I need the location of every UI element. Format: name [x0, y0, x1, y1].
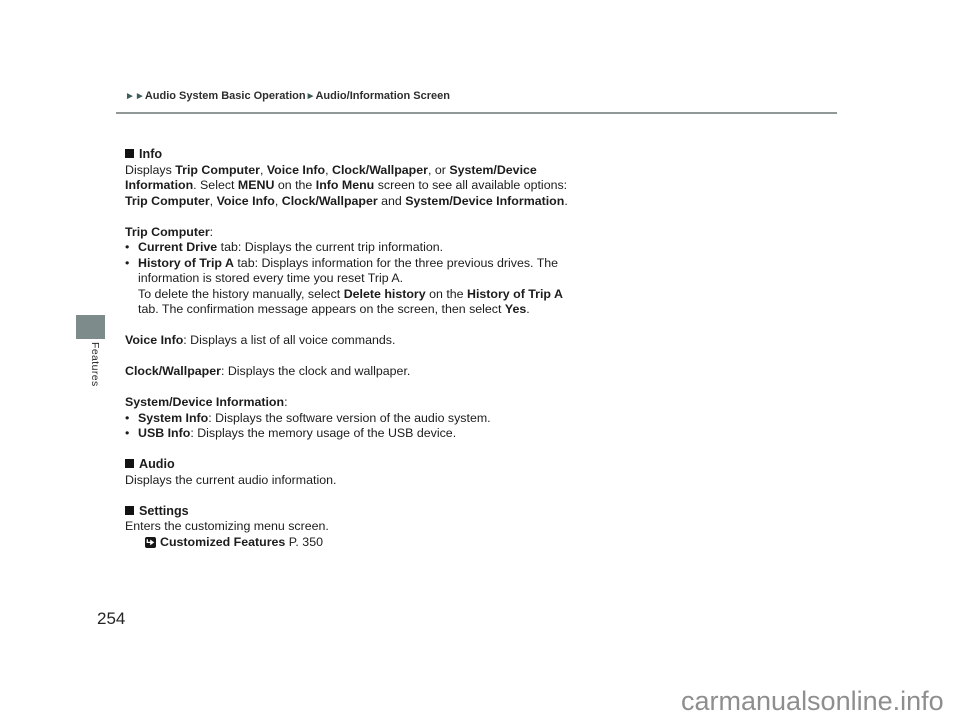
body-text: . [564, 193, 568, 208]
bold-text: Voice Info [216, 193, 275, 208]
bullet-marker: • [125, 410, 130, 425]
breadcrumb-arrow-icon: ► [305, 91, 315, 102]
blank-line [125, 488, 577, 504]
blank-line [125, 349, 577, 365]
bold-text: System Info [138, 410, 209, 425]
section-heading-audio [125, 457, 577, 473]
body-text: To delete the history manually, select [138, 286, 344, 301]
blank-line [125, 380, 577, 396]
body-text: Enters the customizing menu screen. [125, 519, 329, 533]
bold-text: Current Drive [138, 240, 218, 254]
section-heading-info [125, 147, 577, 163]
blank-line [125, 442, 577, 458]
body-text: screen to see all available options: [374, 178, 568, 192]
breadcrumb-arrow-icon: ► [134, 91, 144, 102]
paragraph [125, 225, 577, 241]
bullet-marker: • [125, 240, 130, 254]
section-heading-label: Info [139, 147, 163, 161]
bold-text: Trip Computer [175, 162, 260, 177]
reference-text [160, 535, 323, 551]
body-text: and [377, 193, 406, 208]
bold-text: History of Trip A [138, 255, 234, 270]
bold-text: Voice Info [125, 333, 184, 347]
body-text: on the [274, 178, 316, 192]
bold-text: Info Menu [315, 178, 375, 192]
bold-text: History of Trip A [467, 286, 563, 301]
bold-text: System/Device Information [405, 193, 565, 208]
chapter-tab [76, 315, 105, 339]
body-text: : Displays the software version of the audio system. [208, 410, 491, 425]
bold-text: MENU [237, 178, 275, 192]
bullet-text [138, 256, 577, 318]
body-text: on the [425, 286, 467, 301]
paragraph [125, 519, 577, 535]
bold-text: System/Device Information [125, 395, 285, 409]
breadcrumb-arrow-icon: ► [125, 91, 134, 102]
body-text: tab: Displays information for the three previous drives. The information is stored every time you reset Trip A. [138, 255, 559, 285]
bold-text: Yes [504, 302, 527, 316]
paragraph [125, 333, 577, 349]
bullet-marker: • [125, 426, 130, 440]
blank-line [125, 318, 577, 334]
body-text: Displays the current audio information. [125, 472, 337, 487]
breadcrumb-part1: Audio System Basic Operation [144, 90, 306, 102]
bold-text: Trip Computer [125, 193, 210, 208]
body-text: : [284, 395, 288, 409]
body-text: , [209, 193, 217, 208]
paragraph [125, 395, 577, 411]
bold-text: Clock/Wallpaper [125, 364, 221, 378]
bold-text: System/Device Information [125, 162, 537, 192]
bold-text: Delete history [343, 286, 426, 301]
body-text: tab: Displays the current trip information. [217, 240, 444, 254]
paragraph [125, 163, 577, 210]
bullet-marker: • [125, 255, 130, 270]
bold-text: Voice Info [266, 162, 326, 177]
page-number: 254 [97, 609, 126, 628]
body-text: , [259, 162, 267, 177]
body-text: , [274, 193, 282, 208]
breadcrumb-part2: Audio/Information Screen [315, 90, 450, 102]
paragraph [125, 473, 577, 489]
bold-text: Trip Computer [125, 224, 210, 239]
body-text: P. 350 [285, 534, 323, 549]
bullet-text [138, 240, 577, 256]
watermark-text: carmanualsonline.info [681, 686, 944, 716]
breadcrumb [125, 90, 450, 102]
body-text: Displays [125, 162, 176, 177]
body-text: : Displays the clock and wallpaper. [220, 364, 411, 378]
bullet-item [125, 411, 577, 427]
section-heading-settings [125, 504, 577, 520]
chapter-tab-label: Features [89, 342, 101, 387]
body-text: : Displays the memory usage of the USB device. [190, 426, 457, 440]
bullet-item [125, 256, 577, 318]
section-square-icon [125, 506, 134, 515]
section-square-icon [125, 149, 134, 158]
bullet-item [125, 426, 577, 442]
section-heading-label: Audio [139, 457, 175, 471]
body-text: tab. The confirmation message appears on the screen, then select [138, 302, 505, 316]
blank-line [125, 209, 577, 225]
bullet-item [125, 240, 577, 256]
bold-text: Clock/Wallpaper [281, 193, 378, 208]
body-text: , [325, 162, 333, 177]
body-text: . [526, 302, 530, 316]
header-divider [116, 112, 837, 114]
cross-reference [145, 535, 577, 551]
body-text: : Displays a list of all voice commands. [183, 333, 396, 347]
bullet-text [138, 426, 577, 442]
bold-text: Customized Features [160, 534, 286, 549]
content-column [125, 147, 577, 550]
body-text: . Select [193, 178, 238, 192]
body-text: , or [427, 162, 450, 177]
bullet-text [138, 411, 577, 427]
section-heading-label: Settings [139, 503, 189, 518]
bold-text: Clock/Wallpaper [332, 162, 428, 177]
section-square-icon [125, 459, 134, 468]
paragraph [125, 364, 577, 380]
bold-text: USB Info [138, 426, 191, 440]
reference-arrow-icon [145, 537, 156, 548]
body-text: : [209, 224, 214, 239]
